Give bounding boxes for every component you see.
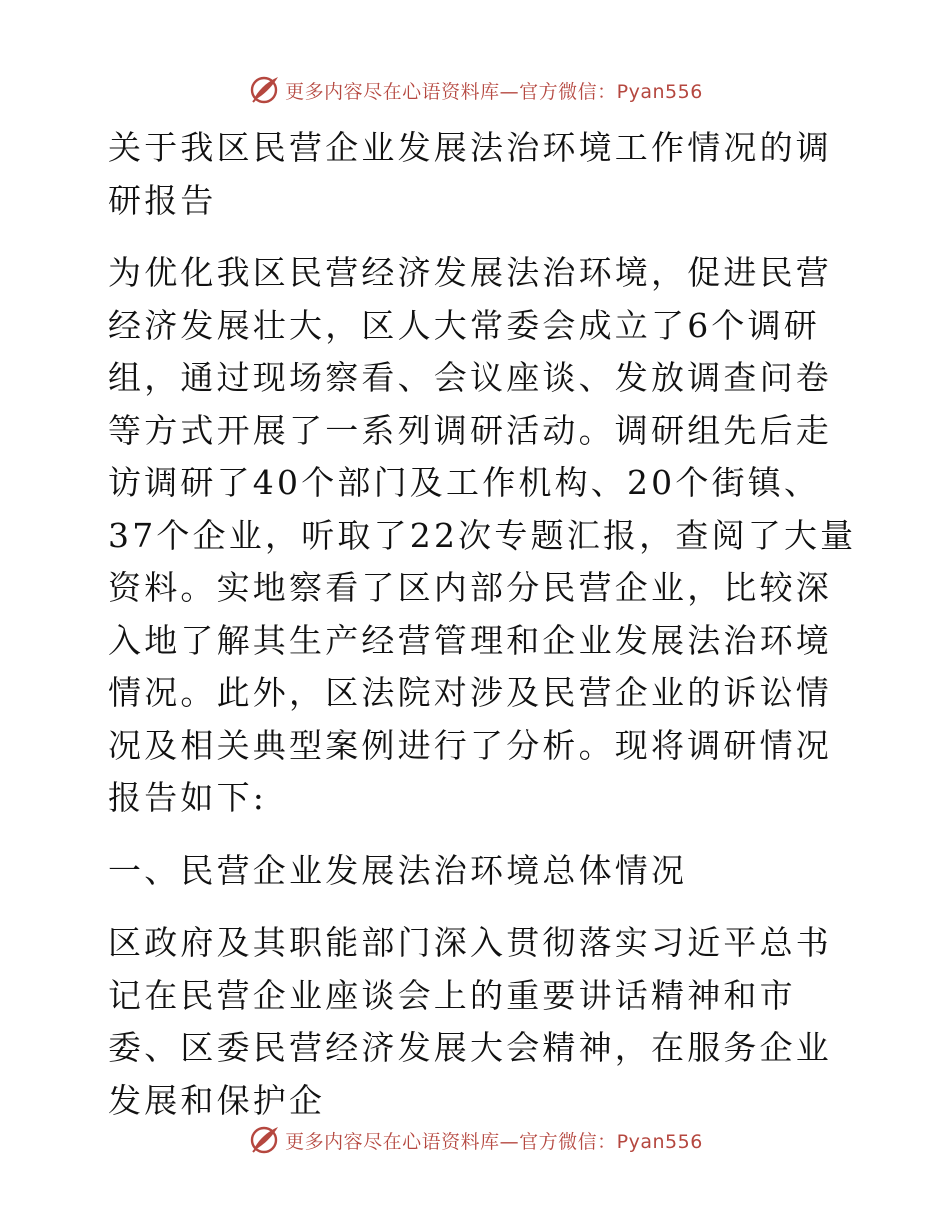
section-paragraph: 区政府及其职能部门深入贯彻落实习近平总书记在民营企业座谈会上的重要讲话精神和市委、区委民营经济发展大会精神，在服务企业发展和保护企 — [108, 923, 832, 1120]
section-heading: 一、民营企业发展法治环境总体情况 — [108, 850, 688, 890]
watermark-text: 更多内容尽在心语资料库—官方微信：Pyan556 — [285, 80, 703, 103]
intro-paragraph: 为优化我区民营经济发展法治环境，促进民营经济发展壮大，区人大常委会成立了6个调研组，通过现场察看、会议座谈、发放调查问卷等方式开展了一系列调研活动。调研组先后走访调研了40个部门及工作机构、20个街镇、37个企业，听取了22次专题汇报，查阅了大量资料。实地察看了区内部分民营企业，比较深入地了解其生产经营管理和企业发展法治环境情况。此外，区法院对涉及民营企业的诉讼情况及相关典型案例进行了分析。现将调研情况报告如下: — [108, 253, 857, 817]
quill-pen-circle-icon — [247, 73, 281, 107]
watermark-text: 更多内容尽在心语资料库—官方微信：Pyan556 — [285, 1130, 703, 1153]
quill-pen-circle-icon — [247, 1123, 281, 1157]
document-body — [98, 122, 858, 1127]
document-title: 关于我区民营企业发展法治环境工作情况的调研报告 — [108, 128, 832, 220]
footer-watermark — [0, 1120, 950, 1160]
header-watermark — [0, 70, 950, 110]
